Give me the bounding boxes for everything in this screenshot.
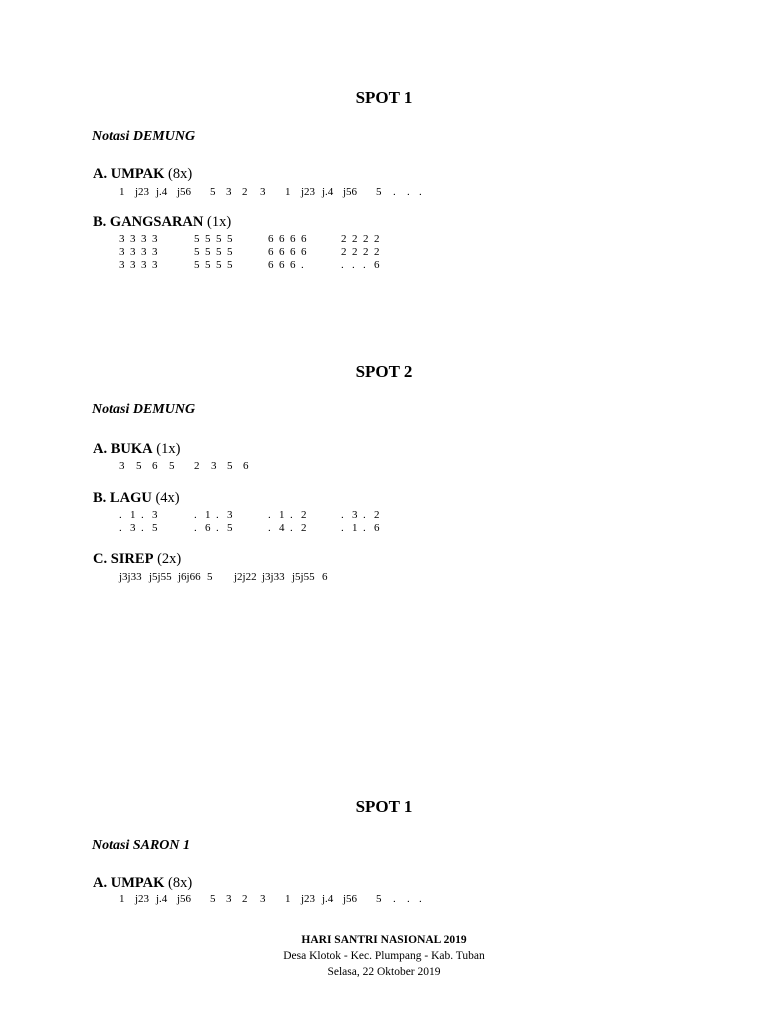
notation-cell: 6 bbox=[268, 246, 274, 258]
notation-cell: j56 bbox=[177, 893, 192, 905]
notation-cell: . bbox=[407, 186, 410, 198]
notation-cell: 3 bbox=[141, 259, 147, 271]
notation-cell: . bbox=[216, 522, 219, 534]
section-count: (2x) bbox=[157, 551, 182, 567]
notation-cell: 5 bbox=[376, 186, 382, 198]
notation-cell: j.4 bbox=[322, 186, 334, 198]
spot2-demung-notasi: Notasi DEMUNG bbox=[92, 402, 196, 417]
section-count: (1x) bbox=[207, 214, 232, 230]
notation-cell: . bbox=[363, 522, 366, 534]
notation-cell: . bbox=[363, 259, 366, 271]
footer-date: Selasa, 22 Oktober 2019 bbox=[327, 966, 441, 978]
notation-cell: j56 bbox=[343, 893, 358, 905]
notation-cell: j2j22 bbox=[234, 571, 257, 583]
notation-cell: j6j66 bbox=[178, 571, 201, 583]
notation-cell: 3 bbox=[152, 259, 158, 271]
notation-cell: . bbox=[119, 522, 122, 534]
notation-cell: 2 bbox=[363, 233, 369, 245]
notation-cell: 5 bbox=[136, 460, 142, 472]
spot2-buka-heading bbox=[93, 441, 180, 458]
notation-cell: . bbox=[341, 509, 344, 521]
notation-cell: 6 bbox=[290, 246, 296, 258]
notation-cell: 6 bbox=[374, 522, 380, 534]
notation-cell: 3 bbox=[130, 259, 136, 271]
footer bbox=[0, 932, 768, 980]
section-count: (8x) bbox=[168, 875, 193, 891]
spot1-demung-notasi: Notasi DEMUNG bbox=[92, 129, 196, 144]
notation-cell: 3 bbox=[152, 509, 158, 521]
notation-cell: 5 bbox=[152, 522, 158, 534]
section-name: B. LAGU bbox=[93, 490, 152, 506]
notation-cell: 6 bbox=[268, 259, 274, 271]
notation-cell: . bbox=[141, 522, 144, 534]
notation-cell: j23 bbox=[135, 186, 150, 198]
notation-cell: 3 bbox=[352, 509, 358, 521]
notation-cell: 6 bbox=[152, 460, 158, 472]
notation-cell: 3 bbox=[260, 893, 266, 905]
notation-cell: 6 bbox=[290, 259, 296, 271]
notation-cell: 3 bbox=[130, 233, 136, 245]
notation-cell: 2 bbox=[374, 233, 380, 245]
notation-cell: 1 bbox=[279, 509, 285, 521]
notation-cell: 6 bbox=[290, 233, 296, 245]
notation-cell: 1 bbox=[119, 186, 125, 198]
section-name: A. UMPAK bbox=[93, 166, 165, 182]
notation-cell: 2 bbox=[363, 246, 369, 258]
notation-cell: . bbox=[216, 509, 219, 521]
notation-cell: 6 bbox=[205, 522, 211, 534]
notation-cell: . bbox=[363, 509, 366, 521]
section-count: (4x) bbox=[155, 490, 180, 506]
notation-cell: 5 bbox=[216, 246, 222, 258]
footer-place: Desa Klotok - Kec. Plumpang - Kab. Tuban bbox=[283, 950, 485, 962]
notation-cell: 3 bbox=[152, 233, 158, 245]
notation-cell: 5 bbox=[216, 233, 222, 245]
notation-cell: . bbox=[419, 186, 422, 198]
notation-cell: . bbox=[194, 522, 197, 534]
notation-cell: 2 bbox=[341, 246, 347, 258]
notation-cell: . bbox=[407, 893, 410, 905]
notation-cell: j23 bbox=[135, 893, 150, 905]
notation-cell: 2 bbox=[242, 186, 248, 198]
spot1-saron-umpak-heading bbox=[93, 875, 192, 892]
notation-cell: . bbox=[141, 509, 144, 521]
notation-cell: 6 bbox=[374, 259, 380, 271]
notation-cell: 3 bbox=[130, 246, 136, 258]
notation-cell: 3 bbox=[141, 246, 147, 258]
notation-cell: 5 bbox=[194, 246, 200, 258]
notation-cell: 2 bbox=[341, 233, 347, 245]
notation-cell: 5 bbox=[194, 233, 200, 245]
notation-cell: 5 bbox=[210, 186, 216, 198]
notation-cell: 1 bbox=[285, 893, 291, 905]
footer-title: HARI SANTRI NASIONAL 2019 bbox=[301, 934, 467, 946]
notation-cell: 3 bbox=[119, 246, 125, 258]
section-name: C. SIREP bbox=[93, 551, 154, 567]
notation-cell: 1 bbox=[285, 186, 291, 198]
notation-cell: 2 bbox=[301, 509, 307, 521]
notation-cell: 2 bbox=[374, 509, 380, 521]
notation-cell: 3 bbox=[227, 509, 233, 521]
spot1-demung-title: SPOT 1 bbox=[355, 88, 413, 107]
section-count: (8x) bbox=[168, 166, 193, 182]
notation-cell: 5 bbox=[227, 259, 233, 271]
notation-cell: j.4 bbox=[322, 893, 334, 905]
notation-cell: 5 bbox=[216, 259, 222, 271]
notation-cell: 6 bbox=[279, 246, 285, 258]
notation-cell: . bbox=[301, 259, 304, 271]
notation-cell: 1 bbox=[205, 509, 211, 521]
section-count: (1x) bbox=[156, 441, 181, 457]
notation-cell: . bbox=[341, 522, 344, 534]
notation-cell: 3 bbox=[119, 259, 125, 271]
notation-cell: 6 bbox=[322, 571, 328, 583]
notation-cell: 3 bbox=[119, 233, 125, 245]
notation-cell: j23 bbox=[301, 893, 316, 905]
notation-cell: j.4 bbox=[156, 186, 168, 198]
section-name: A. UMPAK bbox=[93, 875, 165, 891]
notation-cell: 3 bbox=[211, 460, 217, 472]
notation-cell: 3 bbox=[226, 893, 232, 905]
notation-cell: 2 bbox=[301, 522, 307, 534]
notation-cell: . bbox=[268, 509, 271, 521]
notation-cell: 2 bbox=[374, 246, 380, 258]
notation-cell: 2 bbox=[242, 893, 248, 905]
notation-cell: 5 bbox=[376, 893, 382, 905]
notation-cell: 6 bbox=[301, 246, 307, 258]
notation-cell: 1 bbox=[130, 509, 136, 521]
spot1-gangsaran-heading bbox=[93, 214, 231, 231]
notation-cell: . bbox=[290, 522, 293, 534]
notation-cell: 2 bbox=[194, 460, 200, 472]
notation-cell: 5 bbox=[227, 460, 233, 472]
notation-cell: 5 bbox=[227, 246, 233, 258]
notation-cell: 6 bbox=[268, 233, 274, 245]
notation-cell: 1 bbox=[119, 893, 125, 905]
notation-cell: 6 bbox=[243, 460, 249, 472]
notation-cell: 6 bbox=[301, 233, 307, 245]
notation-cell: j56 bbox=[343, 186, 358, 198]
notation-cell: 3 bbox=[226, 186, 232, 198]
notation-cell: . bbox=[290, 509, 293, 521]
spot1-umpak-heading bbox=[93, 166, 192, 183]
notation-cell: . bbox=[393, 893, 396, 905]
notation-cell: 5 bbox=[227, 522, 233, 534]
notation-cell: . bbox=[268, 522, 271, 534]
spot1-saron-notasi: Notasi SARON 1 bbox=[92, 838, 191, 853]
notation-cell: j5j55 bbox=[292, 571, 315, 583]
notation-cell: 5 bbox=[207, 571, 213, 583]
notation-cell: . bbox=[352, 259, 355, 271]
notation-cell: j.4 bbox=[156, 893, 168, 905]
notation-cell: 3 bbox=[119, 460, 125, 472]
notation-cell: . bbox=[341, 259, 344, 271]
notation-cell: . bbox=[419, 893, 422, 905]
notation-cell: . bbox=[194, 509, 197, 521]
spot2-lagu-heading bbox=[93, 490, 180, 507]
notation-cell: j3j33 bbox=[262, 571, 285, 583]
notation-cell: 3 bbox=[141, 233, 147, 245]
spot2-demung-title: SPOT 2 bbox=[355, 362, 413, 381]
notation-cell: j56 bbox=[177, 186, 192, 198]
notation-cell: j5j55 bbox=[149, 571, 172, 583]
notation-cell: 4 bbox=[279, 522, 285, 534]
section-name: B. GANGSARAN bbox=[93, 214, 204, 230]
notation-cell: 3 bbox=[130, 522, 136, 534]
notation-cell: 5 bbox=[205, 246, 211, 258]
notation-cell: j3j33 bbox=[119, 571, 142, 583]
notation-cell: 1 bbox=[352, 522, 358, 534]
notation-cell: 6 bbox=[279, 233, 285, 245]
notation-cell: 5 bbox=[205, 259, 211, 271]
notation-cell: 3 bbox=[260, 186, 266, 198]
spot1-saron-title: SPOT 1 bbox=[355, 797, 413, 816]
notation-cell: 5 bbox=[169, 460, 175, 472]
notation-cell: 6 bbox=[279, 259, 285, 271]
spot2-sirep-heading bbox=[93, 551, 181, 568]
notation-cell: 2 bbox=[352, 246, 358, 258]
notation-cell: 3 bbox=[152, 246, 158, 258]
notation-cell: 5 bbox=[194, 259, 200, 271]
notation-cell: 5 bbox=[210, 893, 216, 905]
notation-cell: . bbox=[119, 509, 122, 521]
section-name: A. BUKA bbox=[93, 441, 153, 457]
notation-cell: 5 bbox=[205, 233, 211, 245]
notation-cell: 5 bbox=[227, 233, 233, 245]
notation-cell: . bbox=[393, 186, 396, 198]
notation-cell: 2 bbox=[352, 233, 358, 245]
notation-cell: j23 bbox=[301, 186, 316, 198]
